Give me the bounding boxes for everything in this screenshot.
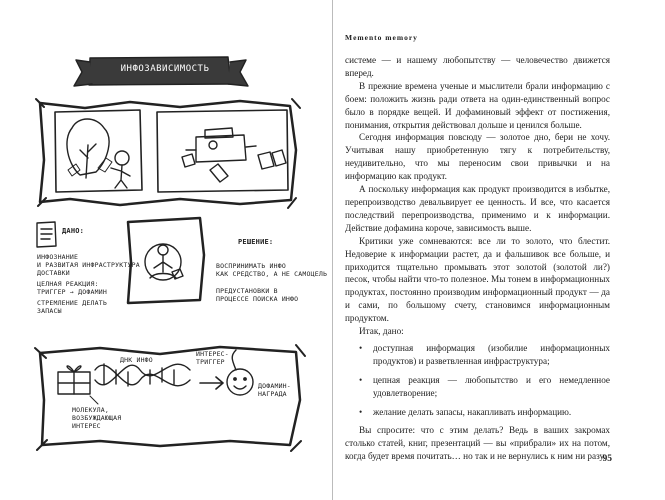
- solution-item: ПРОЦЕССЕ ПОИСКА ИНФО: [216, 295, 299, 303]
- solution-item: ВОСПРИНИМАТЬ ИНФО: [216, 262, 286, 270]
- illustration: [0, 0, 332, 500]
- given-title: ДАНО:: [62, 227, 85, 235]
- banner-title: ИНФОЗАВИСИМОСТЬ: [120, 64, 210, 74]
- running-head: Memento memory: [345, 33, 418, 42]
- list-item: • желание делать запасы, накапливать информацию.: [359, 406, 610, 419]
- frame-top: [40, 101, 296, 205]
- solution-item: ПРЕДУСТАНОВКИ В: [216, 287, 278, 295]
- given-item: ДОСТАВКИ: [37, 269, 70, 277]
- solution-title: РЕШЕНИЕ:: [238, 238, 274, 246]
- tree-icon: [67, 119, 112, 178]
- reward-label: НАГРАДА: [258, 390, 287, 398]
- trigger-label: ТРИГГЕР: [196, 358, 225, 366]
- paragraph: Сегодня информация повсюду — золотое дно, бери не хочу. Учитывая нашу приобретенную тягу к потребительству, неудивительно, что мы переносим свои привычки и на информацию как продукт.: [345, 132, 610, 182]
- dna-label: ДНК ИНФО: [120, 356, 153, 364]
- lotus-figure-icon: [145, 244, 183, 280]
- right-page: [333, 0, 665, 500]
- given-item: ИНФОЗНАНИЕ: [37, 253, 79, 261]
- gift-icon: [58, 366, 90, 394]
- paragraph: Критики уже сомневаются: все ли то золото, что блестит. Недоверие к информации растет, да и фальшивок все больше, и приходится тщательно промывать этот золотой (золотой ли?) песок, чтобы найти что-то полезное. Мы тонем в информационных продуктах, постоянно производим информационный продукт — да и сами, по большому счету, становимся информационным продуктом.: [345, 235, 610, 324]
- given-item: И РАЗВИТАЯ ИНФРАСТРУКТУРА: [37, 261, 140, 269]
- paragraph: Итак, дано:: [359, 326, 404, 337]
- page-number: 95: [602, 454, 612, 464]
- arrow-icon: [200, 377, 223, 389]
- list-item: • доступная информация (изобилие информационных продуктов) и разветвленная инфраструктура;: [359, 342, 610, 368]
- dna-icon: [95, 364, 190, 386]
- body-text: [345, 54, 610, 463]
- paragraph: В прежние времена ученые и мыслители брали информацию с боем: положить жизнь ради ответа на один-единственный вопрос было в порядке вещей. И дофаминовый эффект от постижения, понимания, открытия действовал дольше и ценился больше.: [345, 80, 610, 130]
- paragraph: Вы спросите: что с этим делать? Ведь в ваших закромах столько статей, книг, презентаций — вы «прибрали» их на потом, когда будет время почитать… но так и не вернулись к ним ни разу.: [345, 425, 610, 462]
- molecule-label: ИНТЕРЕС: [72, 422, 101, 430]
- paragraph: А поскольку информация как продукт производится в избытке, перепроизводство девальвирует ее ценность. И все, что касается последствий перепроизводства, применимо и к информации. Действие дофамина короче, зависимость выше.: [345, 184, 610, 233]
- given-board-icon: [37, 222, 56, 247]
- bed-scene-icon: [182, 128, 286, 182]
- smiley-icon: [227, 350, 253, 395]
- trigger-label: ИНТЕРЕС-: [196, 350, 229, 358]
- bullet-list: [345, 342, 610, 419]
- molecule-label: МОЛЕКУЛА,: [72, 406, 110, 414]
- person-icon: [111, 151, 130, 188]
- molecule-label: ВОЗБУЖДАЮЩАЯ: [72, 414, 122, 422]
- given-item: ЗАПАСЫ: [37, 307, 62, 315]
- list-item: • цепная реакция — любопытство и его немедленное удовлетворение;: [359, 374, 610, 400]
- solution-item: КАК СРЕДСТВО, А НЕ САМОЦЕЛЬ: [216, 270, 328, 278]
- given-item: СТРЕМЛЕНИЕ ДЕЛАТЬ: [37, 299, 107, 307]
- given-item: ЦЕЛНАЯ РЕАКЦИЯ:: [37, 280, 99, 288]
- given-item: ТРИГГЕР → ДОФАМИН: [37, 288, 107, 296]
- reward-label: ДОФАМИН-: [258, 382, 291, 390]
- paragraph: системе — и нашему любопытству — человечество движется вперед.: [345, 55, 610, 78]
